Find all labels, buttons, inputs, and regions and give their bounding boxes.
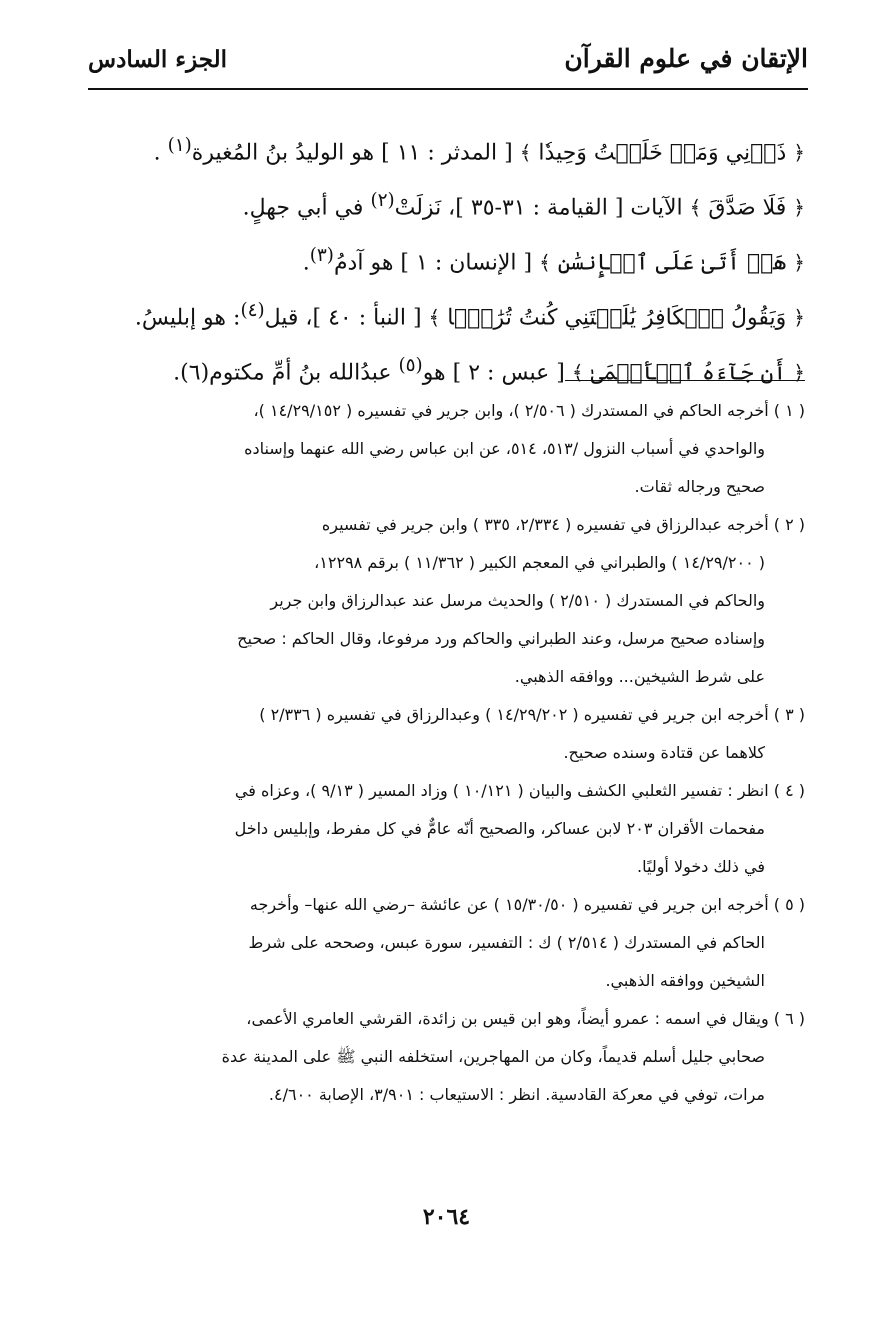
verse-commentary: الآيات [ القيامة : ٣١-٣٥ ]، نَزلَتْ <box>394 195 683 221</box>
footnote-line: ( ١ ) أخرجه الحاكم في المستدرك ( ٢/٥٠٦ )، وابن جرير في تفسيره ( ١٤/٢٩/١٥٢ )، <box>253 401 805 420</box>
quran-close-bracket: ﴾ <box>571 360 584 385</box>
book-title: الإتقان في علوم القرآن <box>564 44 808 73</box>
footnote-divider <box>565 380 805 381</box>
footnote-line: على شرط الشيخين... ووافقه الذهبي. <box>514 667 765 686</box>
footnotes <box>85 392 805 1114</box>
verse-line <box>85 228 805 283</box>
part-title: الجزء السادس <box>88 46 227 73</box>
footnote-line: صحيح ورجاله ثقات. <box>634 477 765 496</box>
quran-text: ذَرۡنِي وَمَنۡ خَلَقۡتُ وَحِيدٗا <box>538 140 787 166</box>
verse-line <box>85 283 805 338</box>
verse-line <box>85 173 805 228</box>
footnote <box>85 506 805 696</box>
footnote <box>85 886 805 1000</box>
footnote-line: ( ٣ ) أخرجه ابن جرير في تفسيره ( ١٤/٢٩/٢٠٢ ) وعبدالرزاق في تفسيره ( ٢/٣٣٦ ) <box>259 705 805 724</box>
footnote-line: صحابي جليل أسلم قديماً، وكان من المهاجرين، استخلفه النبي ﷺ على المدينة عدة <box>221 1047 765 1066</box>
footnote-line: والواحدي في أسباب النزول /٥١٣، ٥١٤، عن ابن عباس رضي الله عنهما وإسناده <box>244 439 765 458</box>
footnote-ref: (٣) <box>309 245 334 266</box>
footnote-ref: (٥) <box>398 355 423 376</box>
quran-open-bracket: ﴿ <box>793 140 805 165</box>
footnote <box>85 772 805 886</box>
footnote-line: مفحمات الأقران ٢٠٣ لابن عساكر، والصحيح أنّه عامٌّ في كل مفرط، وإبليس داخل <box>234 819 765 838</box>
footnote-line: ( ٢ ) أخرجه عبدالرزاق في تفسيره ( ٢/٣٣٤، ٣٣٥ ) وابن جرير في تفسيره <box>321 515 805 534</box>
footnote-line: ( ٤ ) انظر : تفسير الثعلبي الكشف والبيان ( ١٠/١٢١ ) وزاد المسير ( ٩/١٣ )، وعزاه في <box>234 781 805 800</box>
footnote-line: ( ١٤/٢٩/٢٠٠ ) والطبراني في المعجم الكبير ( ١١/٣٦٢ ) برقم ١٢٢٩٨، <box>314 553 765 572</box>
quran-open-bracket: ﴿ <box>793 195 805 220</box>
verse-list <box>85 118 805 393</box>
quran-close-bracket: ﴾ <box>428 305 441 330</box>
footnote-line: كلاهما عن قتادة وسنده صحيح. <box>563 743 765 762</box>
footnote-line: في ذلك دخولا أوليًا. <box>637 857 765 876</box>
footnote-line: الحاكم في المستدرك ( ٢/٥١٤ ) ك : التفسير، سورة عبس، وصححه على شرط <box>248 933 765 952</box>
quran-text: فَلَا صَدَّقَ <box>708 195 787 221</box>
verse-commentary: [ عبس : ٢ ] هو <box>422 360 565 386</box>
running-header <box>88 44 808 90</box>
quran-close-bracket: ﴾ <box>539 250 551 275</box>
verse-end: : هو إبليسُ. <box>134 305 241 331</box>
quran-open-bracket: ﴿ <box>793 250 805 275</box>
verse-commentary: [ الإنسان : ١ ] هو آدمُ <box>333 250 533 276</box>
footnote <box>85 1000 805 1114</box>
verse-commentary: [ المدثر : ١١ ] هو الوليدُ بنُ المُغيرة <box>191 140 513 166</box>
verse-commentary: [ النبأ : ٤٠ ]، قيل <box>264 305 422 331</box>
quran-close-bracket: ﴾ <box>519 140 532 165</box>
footnote-line: مرات، توفي في معركة القادسية. انظر : الاستيعاب : ٣/٩٠١، الإصابة ٤/٦٠٠. <box>268 1085 765 1104</box>
quran-text: وَيَقُولُ ٱلۡكَافِرُ يَٰلَيۡتَنِي كُنتُ تُرَٰبَۢا <box>447 305 787 331</box>
footnote <box>85 392 805 506</box>
footnote-line: الشيخين ووافقه الذهبي. <box>605 971 765 990</box>
footnote <box>85 696 805 772</box>
footnote-ref: (٢) <box>370 190 395 211</box>
verse-end: . <box>153 140 161 166</box>
footnote-line: والحاكم في المستدرك ( ٢/٥١٠ ) والحديث مرسل عند عبدالرزاق وابن جرير <box>270 591 765 610</box>
footnote-ref: (٤) <box>240 300 265 321</box>
verse-end: . <box>302 250 310 276</box>
quran-open-bracket: ﴿ <box>793 360 805 385</box>
quran-text: هَلۡ أَتَىٰ عَلَى ٱلۡإِنسَٰنِ <box>557 250 787 276</box>
quran-text: أَن جَآءَهُ ٱلۡأَعۡمَىٰ <box>590 360 787 386</box>
footnote-line: ( ٦ ) ويقال في اسمه : عمرو أيضاً، وهو ابن قيس بن زائدة، القرشي العامري الأعمى، <box>246 1009 805 1028</box>
footnote-line: وإسناده صحيح مرسل، وعند الطبراني والحاكم ورد مرفوعا، وقال الحاكم : صحيح <box>237 629 765 648</box>
footnote-line: ( ٥ ) أخرجه ابن جرير في تفسيره ( ١٥/٣٠/٥٠ ) عن عائشة –رضي الله عنها– وأخرجه <box>249 895 805 914</box>
verse-line <box>85 118 805 173</box>
footnote-ref: (١) <box>167 135 192 156</box>
page-number: ٢٠٦٤ <box>422 1204 471 1230</box>
verse-line <box>85 338 805 393</box>
verse-end: عبدُالله بنُ أمِّ مكتوم(٦). <box>173 360 392 386</box>
quran-close-bracket: ﴾ <box>689 195 702 220</box>
quran-open-bracket: ﴿ <box>793 305 805 330</box>
verse-end: في أبي جهلٍ. <box>242 195 364 221</box>
